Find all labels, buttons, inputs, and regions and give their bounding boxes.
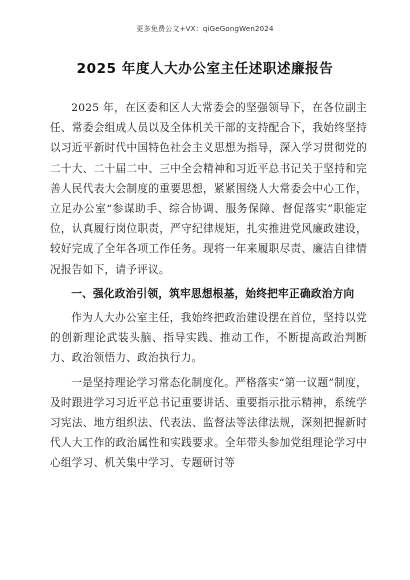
section-heading-1: 一、强化政治引领，筑牢思想根基，始终把牢正确政治方向	[71, 287, 355, 300]
paragraph-section-1-point-1: 一是坚持理论学习常态化制度化。严格落实“第一议题”制度，及时跟进学习习近平总书记重要讲话、重要指示批示精神，系统学习宪法、地方组织法、代表法、监督法等法律法规，深刻把握新时代人大工作的政治属性和实践要求。全年带头参加党组理论学习中心组学习、机关集中学习、专题研讨等	[50, 376, 367, 470]
paragraph-section-1-intro: 作为人大办公室主任，我始终把政治建设摆在首位，坚持以党的创新理论武装头脑、指导实践、推动工作，不断提高政治判断力、政治领悟力、政治执行力。	[50, 312, 367, 365]
document-body	[50, 98, 367, 474]
document-title: 2025 年度人大办公室主任述职述廉报告	[76, 61, 334, 77]
paragraph-intro: 2025 年，在区委和区人大常委会的坚强领导下，在各位副主任、常委会组成人员以及全体机关干部的支持配合下，我始终坚持以习近平新时代中国特色社会主义思想为指导，深入学习贯彻党的二十大、二十届二中、三中全会精神和习近平总书记关于坚持和完善人民代表大会制度的重要思想，紧紧围绕人大常委会中心工作，立足办公室“参谋助手、综合协调、服务保障、督促落实”职能定位，认真履行岗位职责，严守纪律规矩，扎实推进党风廉政建设，较好完成了全年各项工作任务。现将一年来履职尽责、廉洁自律情况报告如下，请予评议。	[50, 102, 367, 276]
header-promo-note: 更多免费公文+VX：qiGeGongWen2024	[136, 25, 274, 33]
